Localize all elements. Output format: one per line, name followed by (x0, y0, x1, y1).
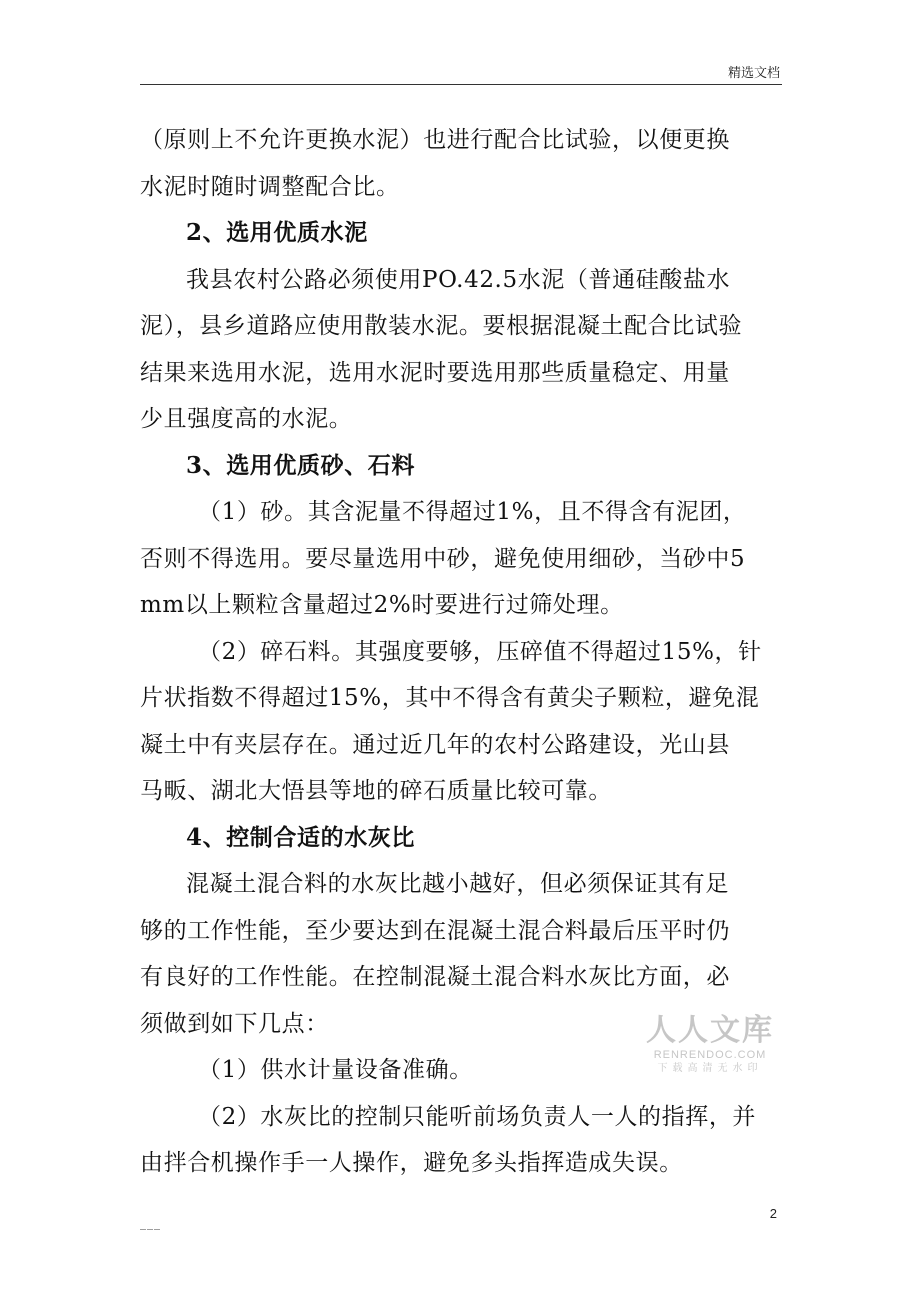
paragraph-line: 凝土中有夹层存在。通过近几年的农村公路建设，光山县 (140, 731, 730, 758)
header-label: 精选文档 (727, 66, 780, 81)
paragraph-line: （2）碎石料。其强度要够，压碎值不得超过15%，针 (198, 638, 762, 665)
paragraph-line: 水泥时随时调整配合比。 (140, 173, 400, 200)
watermark-title: 人人文库 (646, 1014, 774, 1047)
footer-dash: ___ (140, 1216, 161, 1230)
section-heading: 3、选用优质砂、石料 (186, 451, 416, 479)
header-rule (140, 84, 782, 85)
paragraph-line: 我县农村公路必须使用PO.42.5水泥（普通硅酸盐水 (186, 266, 731, 293)
section-heading: 4、控制合适的水灰比 (186, 823, 416, 851)
paragraph-line: （1）供水计量设备准确。 (198, 1057, 473, 1083)
watermark (640, 1014, 780, 1076)
watermark-subtitle: 下载高清无水印 (657, 1063, 763, 1074)
paragraph-line: 少且强度高的水泥。 (140, 406, 353, 432)
paragraph-line: 有良好的工作性能。在控制混凝土混合料水灰比方面，必 (140, 964, 730, 990)
paragraph-line: 混凝土混合料的水灰比越小越好，但必须保证其有足 (186, 871, 729, 897)
paragraph-line: 否则不得选用。要尽量选用中砂，避免使用细砂，当砂中5 (140, 545, 746, 572)
paragraph-line: 够的工作性能，至少要达到在混凝土混合料最后压平时仍 (140, 917, 730, 944)
paragraph-line: 泥），县乡道路应使用散装水泥。要根据混凝土配合比试验 (140, 313, 743, 339)
paragraph-line: 马畈、湖北大悟县等地的碎石质量比较可靠。 (140, 778, 612, 804)
page-number: 2 (769, 1206, 777, 1221)
paragraph-line: 由拌合机操作手一人操作，避免多头指挥造成失误。 (140, 1150, 683, 1176)
section-heading: 2、选用优质水泥 (186, 219, 368, 246)
paragraph-line: 须做到如下几点： (140, 1010, 329, 1037)
paragraph-line: 结果来选用水泥，选用水泥时要选用那些质量稳定、用量 (140, 359, 730, 386)
paragraph-line: mm以上颗粒含量超过2%时要进行过筛处理。 (140, 592, 624, 618)
paragraph-line: 片状指数不得超过15%，其中不得含有黄尖子颗粒，避免混 (140, 685, 760, 711)
watermark-domain: RENRENDOC.COM (653, 1049, 767, 1061)
paragraph-line: （1）砂。其含泥量不得超过1%，且不得含有泥团， (198, 499, 747, 525)
paragraph-line: （2）水灰比的控制只能听前场负责人一人的指挥，并 (198, 1103, 757, 1130)
paragraph-line: （原则上不允许更换水泥）也进行配合比试验，以便更换 (140, 127, 730, 153)
